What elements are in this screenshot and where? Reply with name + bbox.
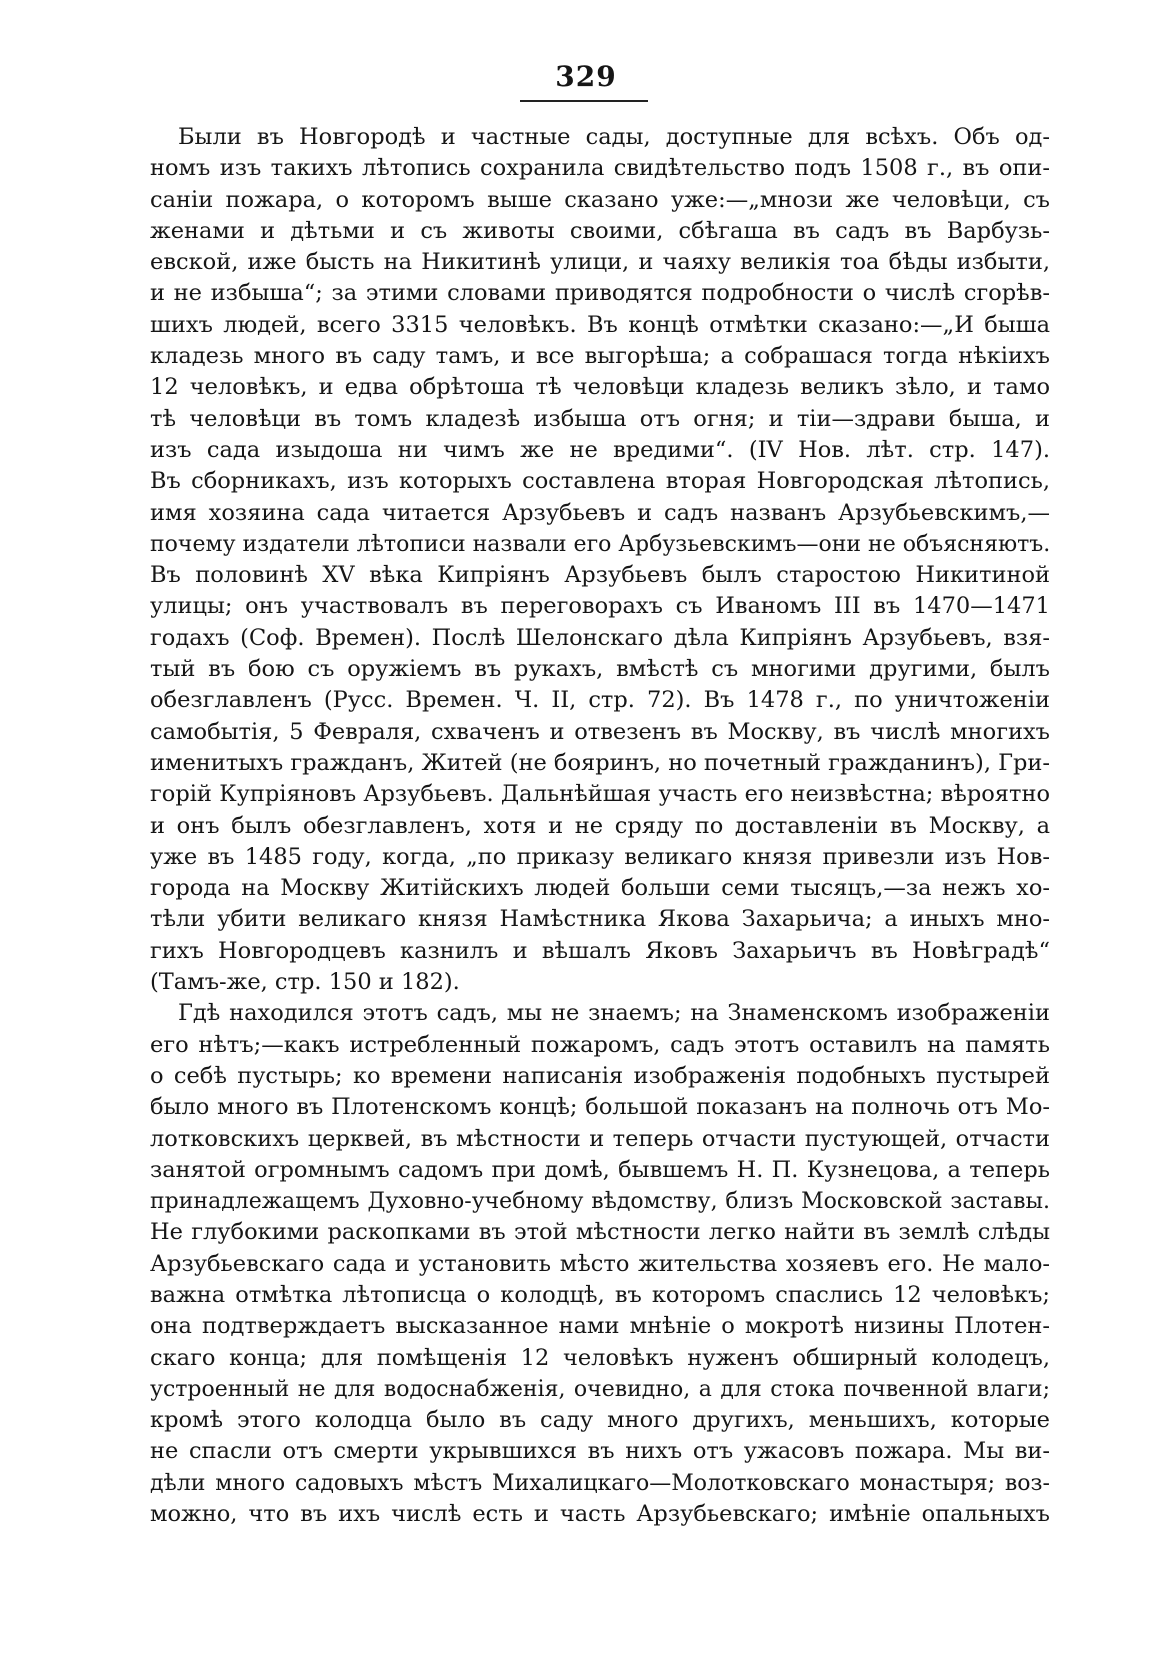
text-line: она подтверждаетъ высказанное нами мнѣніе о мокротѣ низины Плотен-: [150, 1313, 1050, 1340]
text-line: занятой огромнымъ садомъ при домѣ, бывшемъ Н. П. Кузнецова, а теперь: [150, 1156, 1050, 1183]
text-line: лотковскихъ церквей, въ мѣстности и теперь отчасти пустующей, отчасти: [150, 1125, 1050, 1152]
text-line: именитыхъ гражданъ, Житей (не бояринъ, но почетный гражданинъ), Гри-: [150, 749, 1050, 776]
text-line: евской, иже бысть на Никитинѣ улици, и чаяху великія тоа бѣды избыти,: [150, 249, 1050, 276]
text-line: тѣли убити великаго князя Намѣстника Якова Захарьича; а иныхъ мно-: [150, 906, 1050, 933]
text-line: Въ половинѣ XV вѣка Кипріянъ Арзубьевъ былъ старостою Никитиной: [150, 562, 1050, 589]
text-line: скаго конца; для помѣщенія 12 человѣкъ нуженъ обширный колодецъ,: [150, 1344, 1050, 1371]
text-line: обезглавленъ (Русс. Времен. Ч. II, стр. 72). Въ 1478 г., по уничтоженіи: [150, 687, 1050, 714]
text-line: устроенный не для водоснабженія, очевидно, а для стока почвенной влаги;: [150, 1376, 1050, 1402]
text-line: о себѣ пустырь; ко времени написанія изображенія подобныхъ пустырей: [150, 1062, 1050, 1089]
text-line: было много въ Плотенскомъ концѣ; большой показанъ на полночь отъ Мо-: [150, 1094, 1050, 1121]
paragraph-2: [150, 998, 1050, 1530]
text-line: Были въ Новгородѣ и частные сады, доступные для всѣхъ. Объ од-: [178, 124, 1050, 150]
text-line: самобытія, 5 Февраля, схваченъ и отвезенъ въ Москву, въ числѣ многихъ: [150, 718, 1050, 745]
text-line: годахъ (Соф. Времен). Послѣ Шелонскаго дѣла Кипріянъ Арзубьевъ, взя-: [150, 624, 1050, 651]
text-line: и онъ былъ обезглавленъ, хотя и не сряду по доставленіи въ Москву, а: [150, 812, 1050, 839]
page-number: 329: [555, 60, 617, 93]
text-line: тый въ бою съ оружіемъ въ рукахъ, вмѣстѣ съ многими другими, былъ: [150, 656, 1050, 683]
text-line: имя хозяина сада читается Арзубьевъ и садъ названъ Арзубьевскимъ,—: [150, 499, 1050, 526]
text-line: города на Москву Житійскихъ людей больши семи тысяцъ,—за нежъ хо-: [150, 875, 1050, 902]
text-line: дѣли много садовыхъ мѣстъ Михалицкаго—Молотковскаго монастыря; воз-: [150, 1470, 1050, 1496]
text-line: уже въ 1485 году, когда, „по приказу великаго князя привезли изъ Нов-: [150, 843, 1050, 870]
text-line: (Тамъ-же, стр. 150 и 182).: [150, 969, 460, 996]
text-line: Въ сборникахъ, изъ которыхъ составлена вторая Новгородская лѣтопись,: [150, 468, 1050, 495]
text-line: шихъ людей, всего 3315 человѣкъ. Въ концѣ отмѣтки сказано:—„И быша: [150, 311, 1050, 338]
paragraph-1: [150, 122, 1050, 998]
text-line: номъ изъ такихъ лѣтопись сохранила свидѣтельство подъ 1508 г., въ опи-: [150, 155, 1050, 182]
text-line: 12 человѣкъ, и едва обрѣтоша тѣ человѣци кладезь великъ зѣло, и тамо: [150, 374, 1050, 401]
text-line: изъ сада изыдоша ни чимъ же не вредими“. (IV Нов. лѣт. стр. 147).: [150, 436, 1050, 463]
text-line: Арзубьевскаго сада и установить мѣсто жительства хозяевъ его. Не мало-: [150, 1250, 1050, 1277]
text-line: улицы; онъ участвовалъ въ переговорахъ съ Иваномъ III въ 1470—1471: [150, 593, 1050, 620]
text-line: Не глубокими раскопками въ этой мѣстности легко найти въ землѣ слѣды: [150, 1219, 1050, 1246]
text-line: и не избыша“; за этими словами приводятся подробности о числѣ сгорѣв-: [150, 280, 1050, 307]
text-line: кромѣ этого колодца было въ саду много другихъ, меньшихъ, которые: [150, 1407, 1050, 1434]
page-number-rule: [520, 100, 648, 102]
text-line: почему издатели лѣтописи назвали его Арбузьевскимъ—они не объясняютъ.: [150, 531, 1050, 557]
body-text: [150, 122, 1050, 1530]
text-line: не спасли отъ смерти укрывшихся въ нихъ отъ ужасовъ пожара. Мы ви-: [150, 1438, 1050, 1465]
text-line: тѣ человѣци въ томъ кладезѣ избыша отъ огня; и тіи—здрави быша, и: [150, 405, 1050, 432]
text-line: можно, что въ ихъ числѣ есть и часть Арзубьевскаго; имѣніе опальныхъ: [150, 1501, 1050, 1528]
text-line: кладезь много въ саду тамъ, и все выгорѣша; а собрашася тогда нѣкіихъ: [150, 343, 1050, 370]
text-line: горій Купріяновъ Арзубьевъ. Дальнѣйшая участь его неизвѣстна; вѣроятно: [150, 781, 1050, 808]
text-line: важна отмѣтка лѣтописца о колодцѣ, въ которомъ спаслись 12 человѣкъ;: [150, 1281, 1050, 1308]
text-line: его нѣтъ;—какъ истребленный пожаромъ, садъ этотъ оставилъ на память: [150, 1031, 1050, 1058]
text-line: Гдѣ находился этотъ садъ, мы не знаемъ; на Знаменскомъ изображеніи: [178, 1000, 1050, 1027]
text-line: принадлежащемъ Духовно-учебному вѣдомству, близъ Московской заставы.: [150, 1189, 1050, 1215]
text-line: гихъ Новгородцевъ казнилъ и вѣшалъ Яковъ Захарьичъ въ Новѣградѣ“: [150, 937, 1050, 964]
text-line: саніи пожара, о которомъ выше сказано уже:—„мнози же человѣци, съ: [150, 186, 1050, 213]
text-line: женами и дѣтьми и съ животы своими, сбѣгаша въ садъ въ Варбузь-: [150, 217, 1050, 244]
